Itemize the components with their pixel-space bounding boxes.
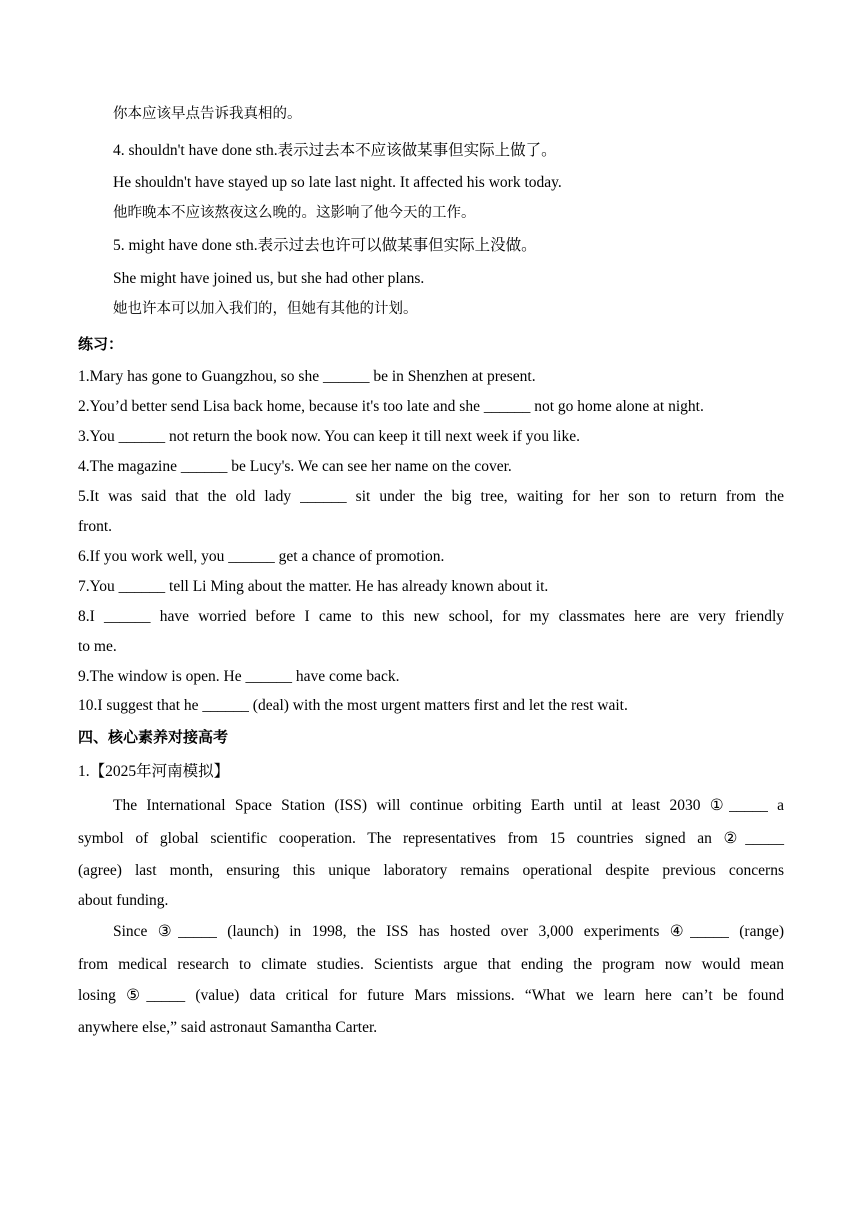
passage-line: symbol of global scientific cooperation. The representatives from 15 countries signed an ②_____ bbox=[78, 830, 784, 847]
example-translation: 她也许本可以加入我们的，但她有其他的计划。 bbox=[113, 301, 418, 317]
practice-item-continuation: to me. bbox=[78, 638, 117, 655]
passage-line: about funding. bbox=[78, 892, 169, 909]
practice-item: 3.You ______ not return the book now. You can keep it till next week if you like. bbox=[78, 428, 580, 445]
passage-line: losing ⑤_____ (value) data critical for future Mars missions. “What we learn here can’t be found bbox=[78, 987, 784, 1004]
practice-item-continuation: front. bbox=[78, 518, 113, 535]
rule-4: 4. shouldn't have done sth.表示过去本不应该做某事但实际上做了。 bbox=[113, 142, 557, 159]
passage-line: anywhere else,” said astronaut Samantha Carter. bbox=[78, 1019, 378, 1036]
example-translation: 你本应该早点告诉我真相的。 bbox=[113, 106, 302, 122]
practice-item: 8.I ______ have worried before I came to this new school, for my classmates here are very friendly bbox=[78, 608, 784, 625]
question-label: 1.【2025年河南模拟】 bbox=[78, 763, 230, 780]
passage-line: from medical research to climate studies. Scientists argue that ending the program now would mean bbox=[78, 956, 784, 973]
practice-item: 2.You’d better send Lisa back home, because it's too late and she ______ not go home alone at night. bbox=[78, 398, 704, 415]
rule-5: 5. might have done sth.表示过去也许可以做某事但实际上没做。 bbox=[113, 237, 537, 254]
example-translation: 他昨晚本不应该熬夜这么晚的。这影响了他今天的工作。 bbox=[113, 205, 476, 221]
passage-line: The International Space Station (ISS) will continue orbiting Earth until at least 2030 ①_____ a bbox=[113, 797, 784, 814]
passage-line: Since ③_____ (launch) in 1998, the ISS has hosted over 3,000 experiments ④_____ (range) bbox=[113, 923, 784, 940]
practice-item: 4.The magazine ______ be Lucy's. We can see her name on the cover. bbox=[78, 458, 512, 475]
practice-item: 6.If you work well, you ______ get a chance of promotion. bbox=[78, 548, 445, 565]
practice-item: 10.I suggest that he ______ (deal) with the most urgent matters first and let the rest wait. bbox=[78, 697, 628, 714]
example-sentence: He shouldn't have stayed up so late last night. It affected his work today. bbox=[113, 174, 562, 191]
practice-item: 9.The window is open. He ______ have come back. bbox=[78, 668, 400, 685]
practice-heading: 练习： bbox=[78, 335, 124, 353]
practice-item: 1.Mary has gone to Guangzhou, so she ______ be in Shenzhen at present. bbox=[78, 368, 536, 385]
section-heading: 四、核心素养对接高考 bbox=[78, 728, 229, 746]
practice-item: 5.It was said that the old lady ______ sit under the big tree, waiting for her son to return from the bbox=[78, 488, 784, 505]
practice-item: 7.You ______ tell Li Ming about the matter. He has already known about it. bbox=[78, 578, 549, 595]
example-sentence: She might have joined us, but she had other plans. bbox=[113, 270, 425, 287]
passage-line: (agree) last month, ensuring this unique laboratory remains operational despite previous concerns bbox=[78, 862, 784, 879]
